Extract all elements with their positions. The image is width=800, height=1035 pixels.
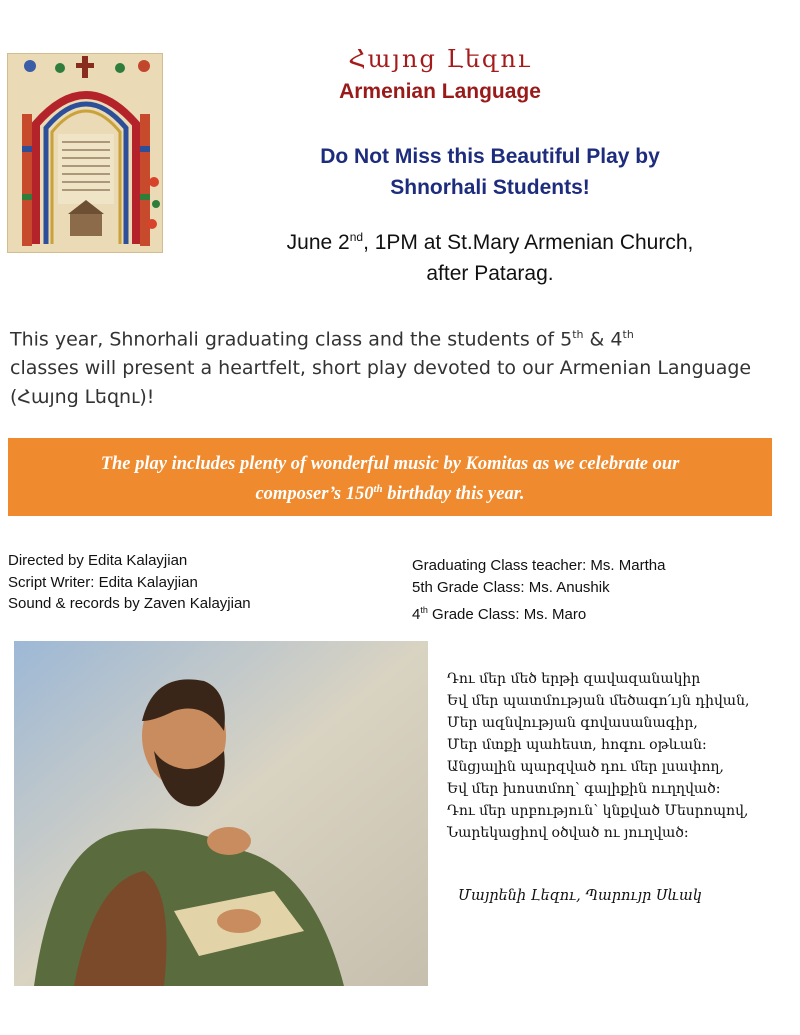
poem-line: Նարեկացիով օծված ու յուղված: bbox=[447, 825, 689, 841]
intro-text-1: This year, Shnorhali graduating class and the students of 5 bbox=[10, 328, 573, 351]
intro-sup-2: th bbox=[622, 328, 634, 341]
credit-script-writer: Script Writer: Edita Kalayjian bbox=[8, 573, 198, 591]
intro-text-3: classes will present a heartfelt, short play devoted to our Armenian Language (Հայոց Լեզու)! bbox=[10, 357, 752, 409]
credit-5th-grade: 5th Grade Class: Ms. Anushik bbox=[412, 579, 610, 596]
banner-line-2-prefix: composer’s 150 bbox=[255, 484, 374, 505]
poem-signature: Մայրենի Լեզու, Պարույր Սևակ bbox=[458, 888, 702, 904]
date-suffix: nd bbox=[349, 230, 364, 244]
poem-line: Մեր մտքի պահեստ, հոգու օթևան: bbox=[447, 737, 707, 753]
poem-line: Մեր ազնվության գովասանագիր, bbox=[447, 715, 698, 731]
credit-4th-suffix: Grade Class: Ms. Maro bbox=[427, 606, 587, 623]
event-date-location bbox=[205, 222, 775, 289]
date-day: June 2 bbox=[286, 231, 350, 254]
intro-paragraph bbox=[10, 320, 780, 412]
english-title: Armenian Language bbox=[339, 80, 541, 103]
headline-line-1: Do Not Miss this Beautiful Play by bbox=[320, 145, 660, 168]
date-line-1 bbox=[205, 222, 775, 258]
poem bbox=[447, 668, 792, 844]
intro-text-2: & 4 bbox=[583, 328, 623, 351]
credit-4th-prefix: 4 bbox=[412, 606, 421, 623]
manuscript-illustration bbox=[7, 53, 163, 253]
intro-sup-1: th bbox=[572, 328, 584, 341]
credit-4th-grade bbox=[412, 599, 792, 626]
credit-graduating-teacher: Graduating Class teacher: Ms. Martha bbox=[412, 557, 666, 574]
armenian-title: Հայոց Լեզու bbox=[348, 45, 532, 73]
manuscript-art bbox=[8, 54, 163, 253]
credit-4th-sup: th bbox=[420, 605, 428, 615]
mesrop-portrait bbox=[14, 641, 428, 986]
banner-line-1: The play includes plenty of wonderful music by Komitas as we celebrate our bbox=[100, 454, 680, 474]
credits-left bbox=[8, 550, 368, 615]
poem-line: Դու մեր սրբություն՝ կնքված Մեսրոպով, bbox=[447, 803, 749, 819]
credits-right bbox=[412, 555, 792, 626]
banner-line-2-sup: th bbox=[373, 483, 383, 495]
poem-line: Եվ մեր խոստմող՝ գալիքին ուղղված: bbox=[447, 781, 721, 797]
poem-line: Եվ մեր պատմության մեծագո՛ւյն դիվան, bbox=[447, 693, 750, 709]
event-headline bbox=[240, 141, 740, 203]
poem-line: Անցյալին պարզված դու մեր լսափող, bbox=[447, 759, 724, 775]
date-location: , 1PM at St.Mary Armenian Church, bbox=[363, 231, 694, 254]
banner-line-2-suffix: birthday this year. bbox=[382, 484, 525, 505]
credit-director: Directed by Edita Kalayjian bbox=[8, 552, 188, 569]
portrait-art bbox=[14, 641, 428, 986]
poem-line: Դու մեր մեծ երթի զավազանակիր bbox=[447, 671, 701, 687]
headline-line-2: Shnorhali Students! bbox=[390, 176, 590, 199]
credit-sound: Sound & records by Zaven Kalayjian bbox=[8, 595, 251, 612]
date-line-2: after Patarag. bbox=[426, 262, 554, 285]
banner-line-2 bbox=[8, 477, 772, 507]
banner-text bbox=[8, 452, 772, 507]
